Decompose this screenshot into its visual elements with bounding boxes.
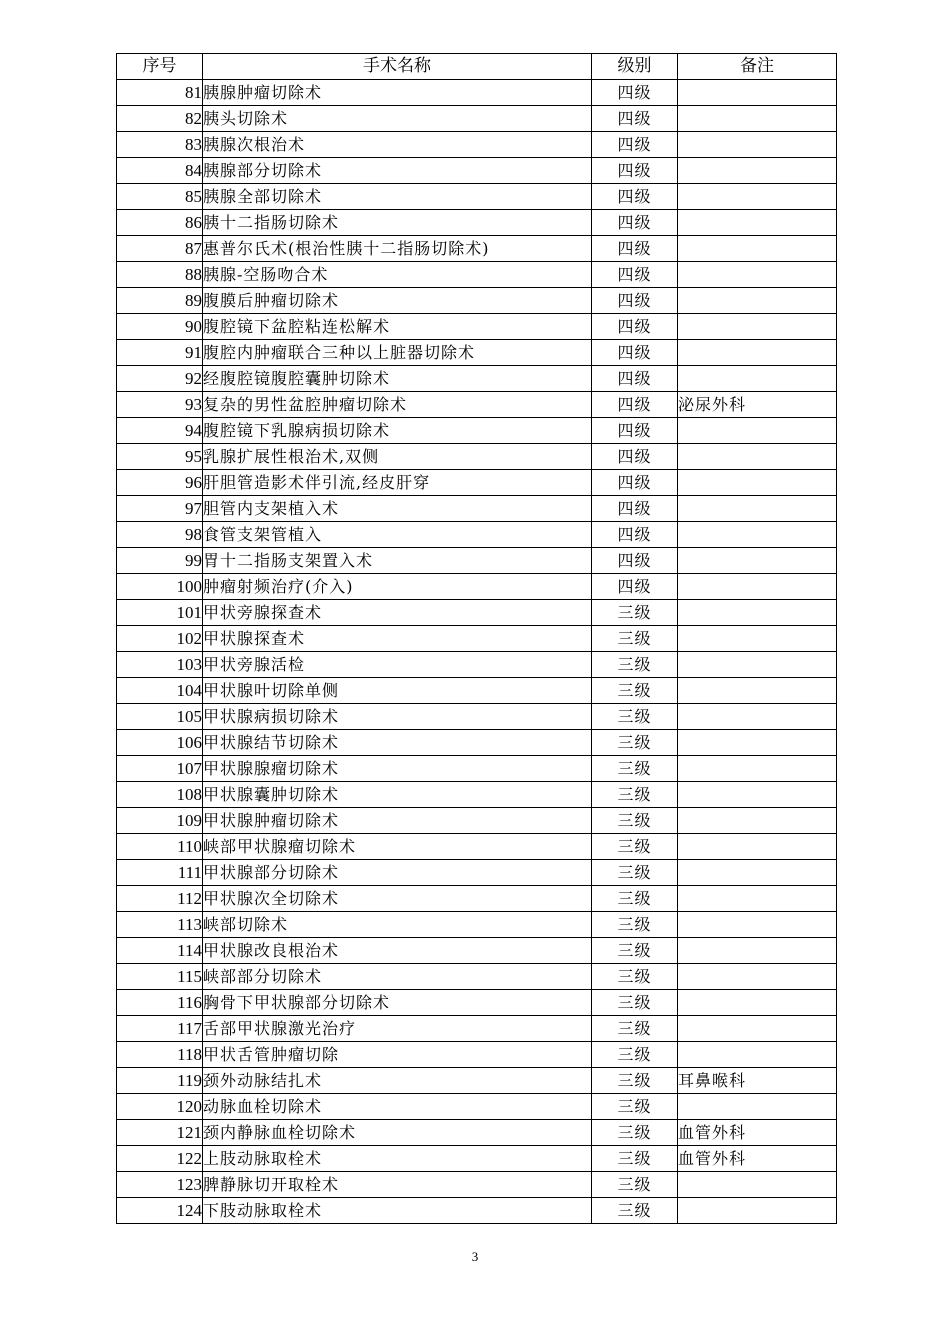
surgery-name-cell: 动脉血栓切除术	[203, 1094, 592, 1120]
table-row	[117, 392, 837, 418]
table-row	[117, 184, 837, 210]
level-cell: 四级	[592, 366, 678, 392]
level-cell: 三级	[592, 600, 678, 626]
level-cell: 三级	[592, 756, 678, 782]
remarks-cell	[678, 652, 837, 678]
surgery-name-cell: 胃十二指肠支架置入术	[203, 548, 592, 574]
surgery-name-cell: 胰腺-空肠吻合术	[203, 262, 592, 288]
serial-number-cell: 99	[117, 548, 203, 574]
table-row	[117, 80, 837, 106]
remarks-cell	[678, 834, 837, 860]
table-row	[117, 1198, 837, 1224]
table-row	[117, 912, 837, 938]
remarks-cell	[678, 470, 837, 496]
header-remarks: 备注	[678, 54, 837, 80]
level-cell: 四级	[592, 184, 678, 210]
serial-number-cell: 85	[117, 184, 203, 210]
surgery-name-cell: 下肢动脉取栓术	[203, 1198, 592, 1224]
table-row	[117, 210, 837, 236]
serial-number-cell: 102	[117, 626, 203, 652]
level-cell: 四级	[592, 340, 678, 366]
table-row	[117, 444, 837, 470]
table-row	[117, 1120, 837, 1146]
remarks-cell	[678, 1094, 837, 1120]
level-cell: 三级	[592, 1172, 678, 1198]
remarks-cell	[678, 80, 837, 106]
surgery-name-cell: 峡部甲状腺瘤切除术	[203, 834, 592, 860]
surgery-name-cell: 胰腺全部切除术	[203, 184, 592, 210]
surgery-name-cell: 胰头切除术	[203, 106, 592, 132]
remarks-cell: 血管外科	[678, 1120, 837, 1146]
remarks-cell	[678, 990, 837, 1016]
level-cell: 四级	[592, 392, 678, 418]
level-cell: 三级	[592, 678, 678, 704]
level-cell: 四级	[592, 314, 678, 340]
serial-number-cell: 81	[117, 80, 203, 106]
surgery-name-cell: 腹膜后肿瘤切除术	[203, 288, 592, 314]
level-cell: 四级	[592, 418, 678, 444]
remarks-cell	[678, 574, 837, 600]
surgery-name-cell: 腹腔镜下乳腺病损切除术	[203, 418, 592, 444]
level-cell: 三级	[592, 834, 678, 860]
table-header	[117, 54, 837, 80]
surgery-name-cell: 经腹腔镜腹腔囊肿切除术	[203, 366, 592, 392]
remarks-cell	[678, 600, 837, 626]
remarks-cell	[678, 158, 837, 184]
surgery-name-cell: 复杂的男性盆腔肿瘤切除术	[203, 392, 592, 418]
remarks-cell	[678, 678, 837, 704]
surgery-name-cell: 甲状旁腺活检	[203, 652, 592, 678]
remarks-cell	[678, 1172, 837, 1198]
table-row	[117, 678, 837, 704]
table-row	[117, 782, 837, 808]
level-cell: 四级	[592, 210, 678, 236]
level-cell: 三级	[592, 964, 678, 990]
table-row	[117, 522, 837, 548]
table-row	[117, 262, 837, 288]
table-row	[117, 574, 837, 600]
level-cell: 三级	[592, 1042, 678, 1068]
serial-number-cell: 103	[117, 652, 203, 678]
remarks-cell: 耳鼻喉科	[678, 1068, 837, 1094]
remarks-cell	[678, 730, 837, 756]
serial-number-cell: 108	[117, 782, 203, 808]
remarks-cell	[678, 184, 837, 210]
serial-number-cell: 123	[117, 1172, 203, 1198]
surgery-name-cell: 惠普尔氏术(根治性胰十二指肠切除术)	[203, 236, 592, 262]
table-row	[117, 964, 837, 990]
level-cell: 四级	[592, 496, 678, 522]
remarks-cell	[678, 1042, 837, 1068]
remarks-cell	[678, 704, 837, 730]
remarks-cell	[678, 886, 837, 912]
level-cell: 三级	[592, 808, 678, 834]
surgery-name-cell: 脾静脉切开取栓术	[203, 1172, 592, 1198]
level-cell: 三级	[592, 1146, 678, 1172]
table-row	[117, 626, 837, 652]
table-row	[117, 1068, 837, 1094]
remarks-cell	[678, 418, 837, 444]
serial-number-cell: 116	[117, 990, 203, 1016]
serial-number-cell: 124	[117, 1198, 203, 1224]
surgery-name-cell: 甲状腺次全切除术	[203, 886, 592, 912]
level-cell: 三级	[592, 938, 678, 964]
level-cell: 三级	[592, 886, 678, 912]
serial-number-cell: 97	[117, 496, 203, 522]
serial-number-cell: 120	[117, 1094, 203, 1120]
surgery-name-cell: 胰十二指肠切除术	[203, 210, 592, 236]
table-row	[117, 990, 837, 1016]
level-cell: 四级	[592, 158, 678, 184]
surgery-name-cell: 甲状旁腺探查术	[203, 600, 592, 626]
level-cell: 四级	[592, 548, 678, 574]
level-cell: 三级	[592, 1068, 678, 1094]
level-cell: 三级	[592, 860, 678, 886]
remarks-cell	[678, 366, 837, 392]
level-cell: 三级	[592, 1120, 678, 1146]
level-cell: 三级	[592, 990, 678, 1016]
serial-number-cell: 88	[117, 262, 203, 288]
serial-number-cell: 122	[117, 1146, 203, 1172]
surgery-name-cell: 甲状腺结节切除术	[203, 730, 592, 756]
surgery-name-cell: 甲状腺囊肿切除术	[203, 782, 592, 808]
surgery-name-cell: 甲状腺叶切除单侧	[203, 678, 592, 704]
level-cell: 四级	[592, 470, 678, 496]
serial-number-cell: 107	[117, 756, 203, 782]
serial-number-cell: 90	[117, 314, 203, 340]
table-row	[117, 704, 837, 730]
remarks-cell	[678, 938, 837, 964]
table-row	[117, 1172, 837, 1198]
header-row	[117, 54, 837, 80]
serial-number-cell: 93	[117, 392, 203, 418]
level-cell: 四级	[592, 80, 678, 106]
level-cell: 三级	[592, 1094, 678, 1120]
serial-number-cell: 104	[117, 678, 203, 704]
level-cell: 三级	[592, 1016, 678, 1042]
remarks-cell	[678, 210, 837, 236]
surgery-table	[116, 53, 837, 1224]
table-row	[117, 548, 837, 574]
serial-number-cell: 121	[117, 1120, 203, 1146]
level-cell: 三级	[592, 626, 678, 652]
serial-number-cell: 82	[117, 106, 203, 132]
remarks-cell	[678, 912, 837, 938]
table-row	[117, 106, 837, 132]
level-cell: 三级	[592, 782, 678, 808]
header-surgery-name: 手术名称	[203, 54, 592, 80]
remarks-cell	[678, 314, 837, 340]
surgery-name-cell: 甲状腺肿瘤切除术	[203, 808, 592, 834]
surgery-name-cell: 食管支架管植入	[203, 522, 592, 548]
page-number: 3	[471, 1249, 479, 1264]
surgery-name-cell: 舌部甲状腺激光治疗	[203, 1016, 592, 1042]
remarks-cell	[678, 132, 837, 158]
serial-number-cell: 117	[117, 1016, 203, 1042]
table-row	[117, 496, 837, 522]
remarks-cell	[678, 626, 837, 652]
table-row	[117, 600, 837, 626]
table-row	[117, 1016, 837, 1042]
table-row	[117, 756, 837, 782]
remarks-cell	[678, 340, 837, 366]
remarks-cell	[678, 236, 837, 262]
remarks-cell	[678, 288, 837, 314]
surgery-name-cell: 甲状腺改良根治术	[203, 938, 592, 964]
serial-number-cell: 86	[117, 210, 203, 236]
serial-number-cell: 106	[117, 730, 203, 756]
remarks-cell	[678, 860, 837, 886]
serial-number-cell: 96	[117, 470, 203, 496]
surgery-name-cell: 腹腔镜下盆腔粘连松解术	[203, 314, 592, 340]
remarks-cell	[678, 964, 837, 990]
serial-number-cell: 110	[117, 834, 203, 860]
serial-number-cell: 111	[117, 860, 203, 886]
table-row	[117, 470, 837, 496]
serial-number-cell: 112	[117, 886, 203, 912]
surgery-name-cell: 肿瘤射频治疗(介入)	[203, 574, 592, 600]
table-body	[117, 80, 837, 1224]
serial-number-cell: 83	[117, 132, 203, 158]
remarks-cell	[678, 262, 837, 288]
remarks-cell	[678, 1198, 837, 1224]
level-cell: 三级	[592, 912, 678, 938]
serial-number-cell: 87	[117, 236, 203, 262]
surgery-name-cell: 甲状腺病损切除术	[203, 704, 592, 730]
remarks-cell	[678, 106, 837, 132]
serial-number-cell: 100	[117, 574, 203, 600]
level-cell: 三级	[592, 1198, 678, 1224]
remarks-cell	[678, 782, 837, 808]
serial-number-cell: 109	[117, 808, 203, 834]
serial-number-cell: 105	[117, 704, 203, 730]
serial-number-cell: 114	[117, 938, 203, 964]
surgery-name-cell: 甲状腺腺瘤切除术	[203, 756, 592, 782]
remarks-cell	[678, 522, 837, 548]
table-row	[117, 1094, 837, 1120]
serial-number-cell: 95	[117, 444, 203, 470]
level-cell: 三级	[592, 704, 678, 730]
level-cell: 四级	[592, 574, 678, 600]
table-row	[117, 808, 837, 834]
serial-number-cell: 91	[117, 340, 203, 366]
surgery-name-cell: 腹腔内肿瘤联合三种以上脏器切除术	[203, 340, 592, 366]
remarks-cell	[678, 1016, 837, 1042]
table-row	[117, 1042, 837, 1068]
serial-number-cell: 101	[117, 600, 203, 626]
table-row	[117, 886, 837, 912]
level-cell: 三级	[592, 652, 678, 678]
surgery-name-cell: 颈外动脉结扎术	[203, 1068, 592, 1094]
table-row	[117, 418, 837, 444]
surgery-name-cell: 甲状舌管肿瘤切除	[203, 1042, 592, 1068]
remarks-cell	[678, 444, 837, 470]
table-row	[117, 236, 837, 262]
remarks-cell	[678, 756, 837, 782]
table-row	[117, 132, 837, 158]
header-level: 级别	[592, 54, 678, 80]
table-row	[117, 288, 837, 314]
table-row	[117, 938, 837, 964]
table-row	[117, 340, 837, 366]
surgery-name-cell: 胰腺肿瘤切除术	[203, 80, 592, 106]
table-row	[117, 860, 837, 886]
remarks-cell	[678, 808, 837, 834]
surgery-name-cell: 胰腺次根治术	[203, 132, 592, 158]
level-cell: 四级	[592, 522, 678, 548]
level-cell: 四级	[592, 444, 678, 470]
serial-number-cell: 92	[117, 366, 203, 392]
table-row	[117, 1146, 837, 1172]
header-serial-number: 序号	[117, 54, 203, 80]
serial-number-cell: 98	[117, 522, 203, 548]
surgery-name-cell: 甲状腺探查术	[203, 626, 592, 652]
level-cell: 四级	[592, 288, 678, 314]
table-row	[117, 366, 837, 392]
level-cell: 四级	[592, 106, 678, 132]
surgery-name-cell: 胸骨下甲状腺部分切除术	[203, 990, 592, 1016]
remarks-cell: 泌尿外科	[678, 392, 837, 418]
serial-number-cell: 89	[117, 288, 203, 314]
table-row	[117, 834, 837, 860]
surgery-name-cell: 上肢动脉取栓术	[203, 1146, 592, 1172]
level-cell: 三级	[592, 730, 678, 756]
table-row	[117, 652, 837, 678]
surgery-name-cell: 乳腺扩展性根治术,双侧	[203, 444, 592, 470]
serial-number-cell: 113	[117, 912, 203, 938]
table-row	[117, 314, 837, 340]
serial-number-cell: 119	[117, 1068, 203, 1094]
level-cell: 四级	[592, 132, 678, 158]
table-row	[117, 158, 837, 184]
surgery-name-cell: 颈内静脉血栓切除术	[203, 1120, 592, 1146]
level-cell: 四级	[592, 262, 678, 288]
remarks-cell	[678, 548, 837, 574]
serial-number-cell: 118	[117, 1042, 203, 1068]
surgery-name-cell: 甲状腺部分切除术	[203, 860, 592, 886]
serial-number-cell: 94	[117, 418, 203, 444]
surgery-name-cell: 胆管内支架植入术	[203, 496, 592, 522]
level-cell: 四级	[592, 236, 678, 262]
surgery-name-cell: 胰腺部分切除术	[203, 158, 592, 184]
table-row	[117, 730, 837, 756]
serial-number-cell: 115	[117, 964, 203, 990]
serial-number-cell: 84	[117, 158, 203, 184]
surgery-name-cell: 峡部部分切除术	[203, 964, 592, 990]
remarks-cell: 血管外科	[678, 1146, 837, 1172]
remarks-cell	[678, 496, 837, 522]
surgery-name-cell: 肝胆管造影术伴引流,经皮肝穿	[203, 470, 592, 496]
surgery-name-cell: 峡部切除术	[203, 912, 592, 938]
